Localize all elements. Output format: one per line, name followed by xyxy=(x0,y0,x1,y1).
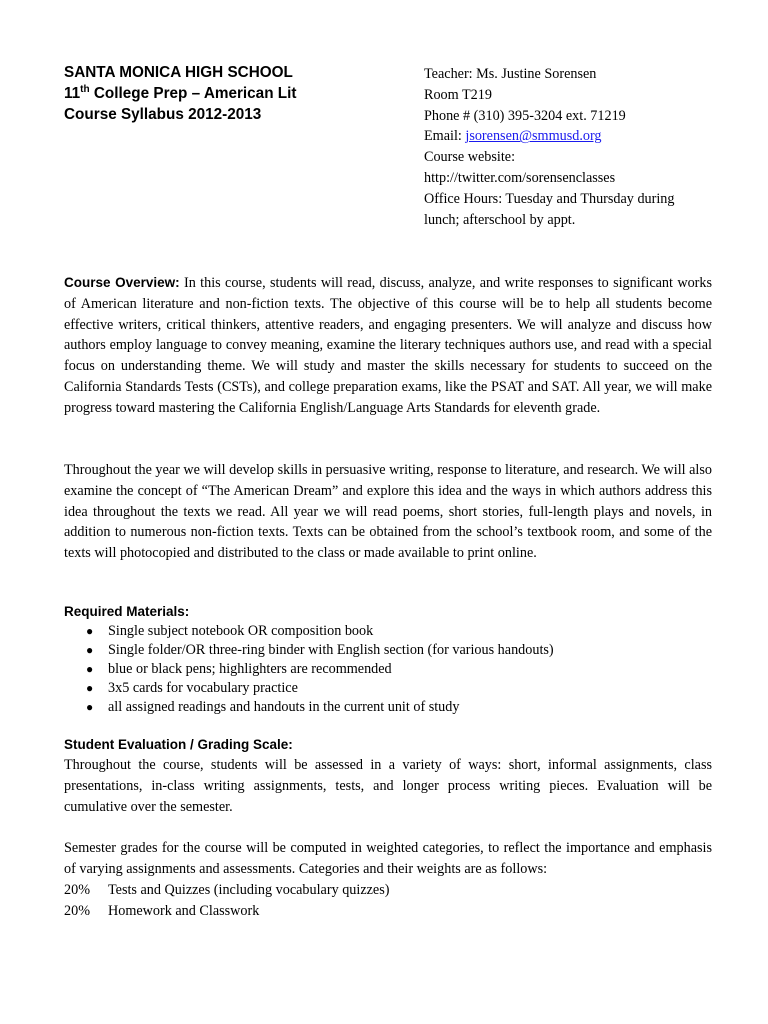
weight-percent: 20% xyxy=(64,881,91,898)
evaluation-section xyxy=(64,735,712,922)
bullet-icon: ● xyxy=(86,643,94,657)
list-item xyxy=(64,698,712,717)
course-overview-section xyxy=(64,273,712,419)
list-item xyxy=(64,622,712,641)
email-link[interactable]: jsorensen@smmusd.org xyxy=(465,128,602,145)
office-hours-line-1: Office Hours: Tuesday and Thursday during xyxy=(424,190,675,207)
material-item: blue or black pens; highlighters are recommended xyxy=(108,661,392,677)
materials-list xyxy=(64,622,712,717)
evaluation-heading: Student Evaluation / Grading Scale: xyxy=(64,737,293,752)
room-number: Room T219 xyxy=(424,86,492,103)
material-item: Single subject notebook OR composition book xyxy=(108,623,374,639)
overview-paragraph-2-section xyxy=(64,460,712,564)
material-item: 3x5 cards for vocabulary practice xyxy=(108,680,298,696)
evaluation-paragraph-1: Throughout the course, students will be assessed in a variety of ways: short, informal assignments, class presentations, in-class writing assignments, tests, and longer process writing pieces. Evaluation will be cumulative over the semester. xyxy=(64,757,712,815)
bullet-icon: ● xyxy=(86,681,94,695)
weight-row xyxy=(64,880,712,901)
weight-row xyxy=(64,901,712,922)
email-line xyxy=(424,126,724,147)
weight-label: Tests and Quizzes (including vocabulary quizzes) xyxy=(108,881,390,898)
bullet-icon: ● xyxy=(86,700,94,714)
material-item: all assigned readings and handouts in the current unit of study xyxy=(108,699,460,715)
material-item: Single folder/OR three-ring binder with English section (for various handouts) xyxy=(108,642,554,658)
course-grade: 11 xyxy=(64,84,81,102)
website-url: http://twitter.com/sorensenclasses xyxy=(424,169,616,186)
teacher-name: Teacher: Ms. Justine Sorensen xyxy=(424,66,597,82)
overview-text: In this course, students will read, discuss, analyze, and write responses to significant works of American literature and non-fiction texts. The objective of this course will be to help all students become effective writers, critical thinkers, attentive readers, and engaging presenters. We will analyze and discuss how authors employ language to convey meaning, examine the literary techniques authors use, and read with a special focus on understanding theme. We will study and master the skills necessary for students to succeed on the California Standards Tests (CSTs), and college preparation exams, like the PSAT and SAT. All year, we will make progress toward mastering the California English/Language Arts Standards for eleventh grade. xyxy=(64,275,713,416)
syllabus-year: Course Syllabus 2012-2013 xyxy=(64,105,262,123)
materials-section xyxy=(64,602,712,717)
weight-label: Homework and Classwork xyxy=(108,902,260,919)
contact-info xyxy=(424,64,724,230)
phone-number: Phone # (310) 395-3204 ext. 71219 xyxy=(424,107,626,124)
list-item xyxy=(64,660,712,679)
overview-paragraph-2: Throughout the year we will develop skills in persuasive writing, response to literature, and research. We will also examine the concept of “The American Dream” and explore this idea and the ways in which authors address this idea throughout the texts we read. All year we will read poems, short stories, full-length plays and novels, in addition to numerous non-fiction texts. Texts can be obtained from the school’s textbook room, and some of the texts will photocopied and distributed to the class or made available to print online. xyxy=(64,462,712,562)
bullet-icon: ● xyxy=(86,662,94,676)
email-label: Email: xyxy=(424,128,466,145)
weight-percent: 20% xyxy=(64,902,91,919)
overview-paragraph xyxy=(64,273,712,419)
course-title xyxy=(64,84,394,105)
bullet-icon: ● xyxy=(86,624,94,638)
website-label: Course website: xyxy=(424,149,516,166)
school-name: SANTA MONICA HIGH SCHOOL xyxy=(64,64,293,81)
office-hours-line-2: lunch; afterschool by appt. xyxy=(424,211,576,228)
list-item xyxy=(64,641,712,660)
course-name: College Prep – American Lit xyxy=(89,84,297,102)
document-header xyxy=(64,63,394,125)
materials-heading: Required Materials: xyxy=(64,604,190,619)
course-grade-suffix: th xyxy=(80,83,90,95)
evaluation-paragraph-2: Semester grades for the course will be computed in weighted categories, to reflect the importance and emphasis of varying assignments and assessments. Categories and their weights are as follows: xyxy=(64,840,712,878)
overview-heading: Course Overview: xyxy=(64,275,180,290)
list-item xyxy=(64,679,712,698)
